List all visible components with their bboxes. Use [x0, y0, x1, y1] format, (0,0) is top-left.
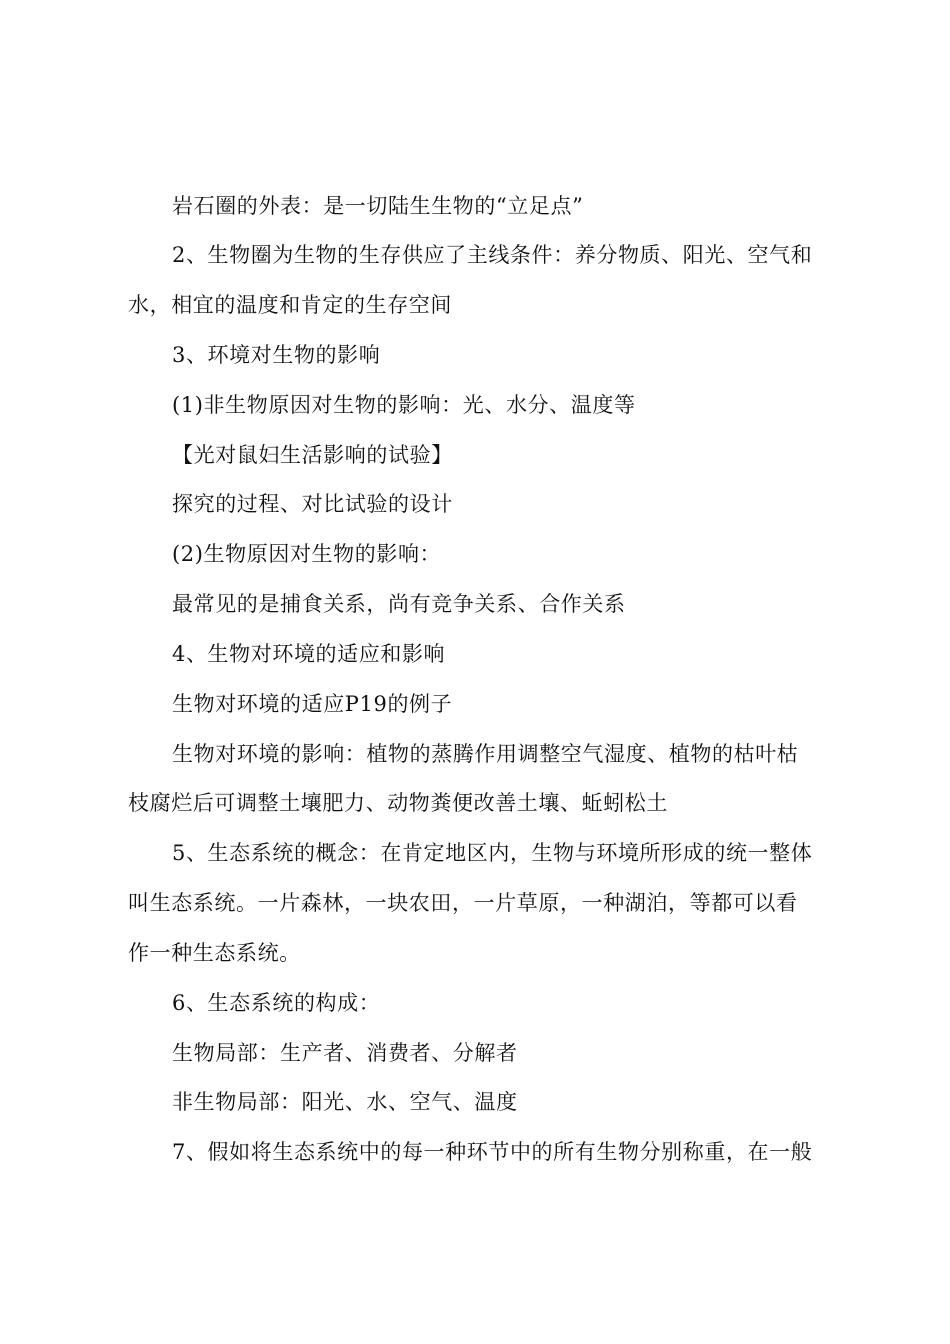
text-line: 6、生态系统的构成：: [172, 991, 381, 1015]
text-line: 7、假如将生态系统中的每一种环节中的所有生物分别称重，在一般: [172, 1140, 813, 1164]
text-line: 3、环境对生物的影响: [172, 343, 381, 367]
text-line: 非生物局部：阳光、水、空气、温度: [172, 1090, 518, 1114]
text-line: 作一种生态系统。: [128, 941, 301, 965]
text-line: 5、生态系统的概念：在肯定地区内，生物与环境所形成的统一整体: [172, 841, 813, 865]
text-line: 叫生态系统。一片森林，一块农田，一片草原，一种湖泊，等都可以看: [128, 891, 798, 915]
text-line: 水，相宜的温度和肯定的生存空间: [128, 293, 452, 317]
text-line: 生物对环境的影响：植物的蒸腾作用调整空气湿度、植物的枯叶枯: [172, 742, 799, 766]
text-line: (1)非生物原因对生物的影响：光、水分、温度等: [172, 393, 636, 417]
text-line: (2)生物原因对生物的影响：: [172, 542, 442, 566]
text-line: 岩石圈的外表：是一切陆生生物的“立足点”: [172, 194, 584, 218]
text-line: 【光对鼠妇生活影响的试验】: [172, 443, 453, 467]
text-line: 最常见的是捕食关系，尚有竞争关系、合作关系: [172, 592, 626, 616]
text-line: 生物局部：生产者、消费者、分解者: [172, 1041, 518, 1065]
text-line: 生物对环境的适应P19的例子: [172, 692, 453, 716]
text-line: 枝腐烂后可调整土壤肥力、动物粪便改善土壤、蚯蚓松土: [128, 791, 668, 815]
text-line: 2、生物圈为生物的生存供应了主线条件：养分物质、阳光、空气和: [172, 243, 813, 267]
text-line: 4、生物对环境的适应和影响: [172, 642, 446, 666]
text-line: 探究的过程、对比试验的设计: [172, 492, 453, 516]
